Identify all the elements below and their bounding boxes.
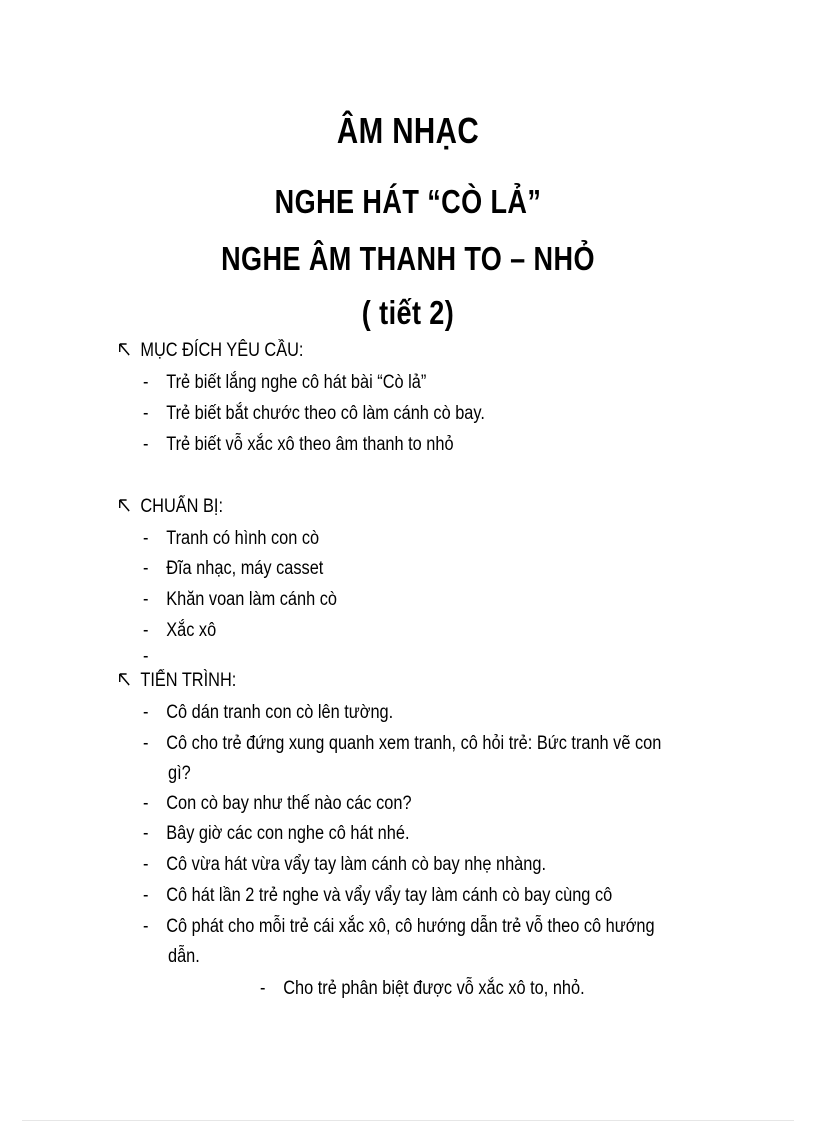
list-dash: -: [143, 793, 149, 814]
list-item: [143, 854, 546, 876]
list-dash: -: [143, 403, 149, 424]
list-item-text: Trẻ biết bắt chước theo cô làm cánh cò bay.: [166, 403, 485, 424]
list-item: [143, 372, 426, 394]
list-item: [143, 434, 454, 456]
list-item-text: Con cò bay như thế nào các con?: [166, 793, 412, 814]
list-dash: -: [143, 885, 149, 906]
list-item: [143, 528, 319, 550]
list-item-text: Cô vừa hát vừa vẩy tay làm cánh cò bay nhẹ nhàng.: [166, 854, 546, 875]
list-item: [143, 916, 655, 938]
section-heading-objectives: [118, 340, 303, 362]
list-item-text: Bây giờ các con nghe cô hát nhé.: [166, 823, 410, 844]
subject-title: ÂM NHẠC: [336, 110, 480, 151]
arrow-up-left-icon: [118, 498, 133, 516]
list-item: [143, 793, 412, 815]
list-dash: -: [260, 978, 266, 999]
list-dash: -: [143, 854, 149, 875]
list-item-text: Cho trẻ phân biệt được vỗ xắc xô to, nhỏ.: [283, 978, 585, 999]
list-item: [260, 978, 585, 1000]
list-dash: -: [143, 916, 149, 937]
list-item: [143, 589, 337, 611]
list-item: [143, 885, 612, 907]
list-item-text: Xắc xô: [166, 620, 217, 641]
section-heading-label: CHUẨN BỊ:: [140, 496, 223, 517]
page-bottom-divider: [22, 1120, 794, 1121]
list-dash: -: [143, 434, 149, 455]
lesson-title-1: NGHE HÁT “CÒ LẢ”: [274, 183, 542, 220]
list-item: [143, 558, 323, 580]
list-item: [143, 646, 166, 668]
list-item-text: Trẻ biết lắng nghe cô hát bài “Cò lả”: [166, 372, 427, 393]
list-dash: -: [143, 558, 149, 579]
arrow-up-left-icon: [118, 342, 133, 360]
list-dash: -: [143, 823, 149, 844]
list-item: [143, 403, 485, 425]
list-item-text: Cô hát lần 2 trẻ nghe và vẩy vẩy tay làm cánh cò bay cùng cô: [166, 885, 613, 906]
list-item-continuation: dẫn.: [168, 946, 200, 967]
section-heading-procedure: [118, 670, 236, 692]
arrow-up-left-icon: [118, 672, 133, 690]
list-dash: -: [143, 528, 149, 549]
period-title: ( tiết 2): [361, 294, 455, 331]
list-dash: -: [143, 372, 149, 393]
list-item-text: Cô dán tranh con cò lên tường.: [166, 702, 394, 723]
section-heading-label: TIẾN TRÌNH:: [140, 670, 237, 691]
list-item-text: Khăn voan làm cánh cò: [166, 589, 337, 610]
list-dash: -: [143, 620, 149, 641]
list-item-continuation: gì?: [168, 763, 191, 784]
list-dash: -: [143, 589, 149, 610]
list-dash: -: [143, 733, 149, 754]
list-item: [143, 702, 393, 724]
list-item-text: Đĩa nhạc, máy casset: [166, 558, 324, 579]
list-item: [143, 620, 216, 642]
section-heading-label: MỤC ĐÍCH YÊU CẦU:: [140, 340, 304, 361]
list-item-text: Cô phát cho mỗi trẻ cái xắc xô, cô hướng dẫn trẻ vỗ theo cô hướng: [166, 916, 655, 937]
list-item-text: Tranh có hình con cò: [166, 528, 320, 549]
list-dash: -: [143, 702, 149, 723]
list-item-text: Cô cho trẻ đứng xung quanh xem tranh, cô hỏi trẻ: Bức tranh vẽ con: [166, 733, 662, 754]
lesson-title-2: NGHE ÂM THANH TO – NHỎ: [221, 240, 595, 277]
list-dash: -: [143, 646, 149, 667]
list-item: [143, 823, 409, 845]
section-heading-preparation: [118, 496, 223, 518]
list-item: [143, 733, 661, 755]
list-item-text: Trẻ biết vỗ xắc xô theo âm thanh to nhỏ: [166, 434, 454, 455]
